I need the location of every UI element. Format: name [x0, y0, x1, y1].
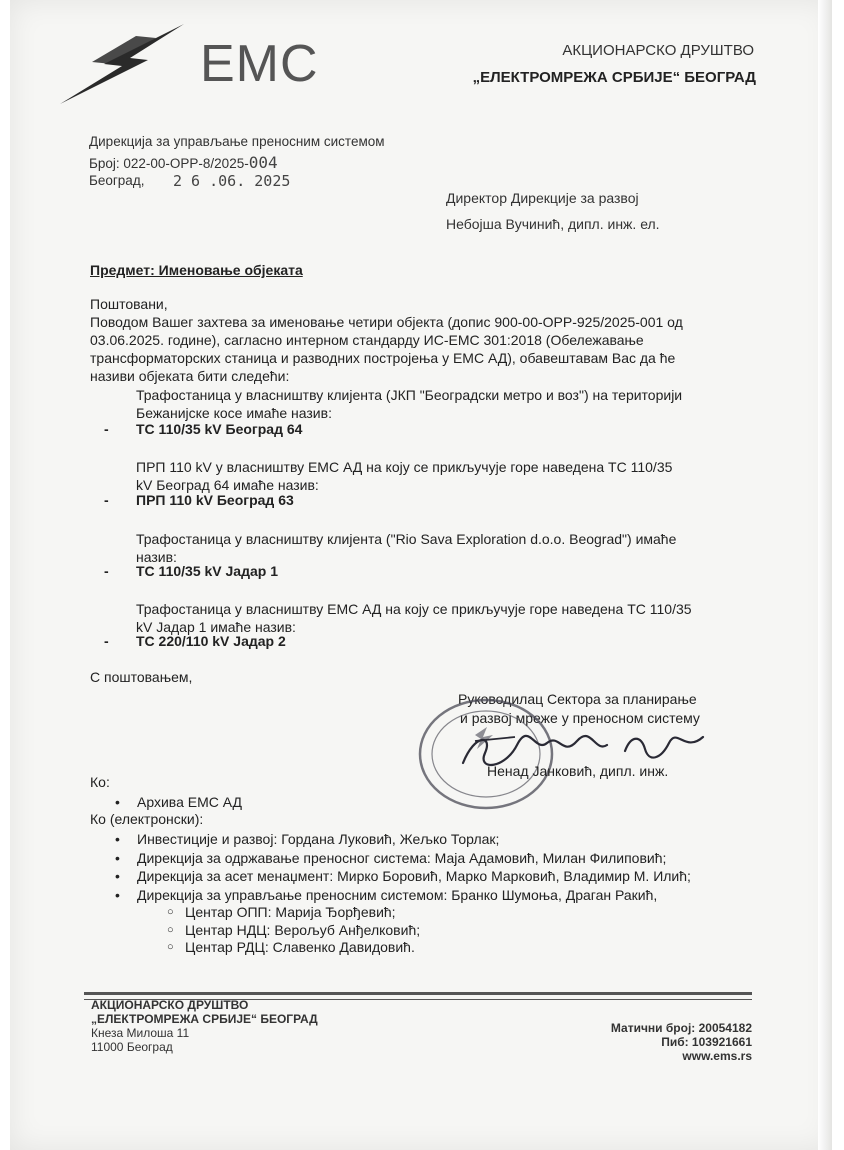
distribution-sub-item-text: Центар ОПП: Марија Ђорђевић;	[185, 904, 396, 920]
circle-bullet-icon: ○	[167, 941, 174, 953]
page-edge-shadow	[818, 0, 832, 1150]
distribution-to-list	[115, 793, 243, 811]
signatory-title-line1: Руководилац Сектора за планирање	[458, 691, 697, 707]
object-name: ТС 110/35 kV Јадар 1	[136, 563, 278, 579]
footer-reg-number: Матични број: 20054182	[610, 1021, 752, 1035]
greeting: Поштовани,	[90, 296, 168, 312]
object-item-1	[136, 386, 756, 422]
company-name-line2: „ЕЛЕКТРОМРЕЖА СРБИЈЕ“ БЕОГРАД	[472, 69, 756, 86]
distribution-item-text: Инвестиције и развој: Гордана Луковић, Жељко Торлак;	[137, 831, 500, 847]
distribution-item	[115, 867, 757, 886]
footer-rule-thick	[84, 992, 752, 995]
distribution-item	[115, 849, 757, 868]
distribution-item-text: Дирекција за асет менаџмент: Мирко Боровић, Марко Марковић, Владимир М. Илић;	[137, 868, 691, 884]
object-description: Бежанијске косе имаће назив:	[136, 405, 332, 421]
object-description: назив:	[136, 549, 177, 565]
bullet-icon: •	[115, 849, 120, 866]
bullet-icon: •	[115, 868, 120, 884]
bullet-icon: •	[115, 831, 120, 847]
object-name: ПРП 110 kV Београд 63	[136, 492, 294, 508]
circle-bullet-icon: ○	[167, 923, 174, 936]
distribution-item	[115, 793, 243, 811]
distribution-item-text: Архива ЕМС АД	[137, 794, 243, 810]
object-name: ТС 110/35 kV Београд 64	[136, 421, 303, 437]
distribution-item-text: Дирекција за одржавање преносног система: Маја Адамовић, Милан Филиповић;	[137, 849, 667, 866]
intro-line: називи објеката бити следећи:	[90, 368, 290, 384]
recipient-title: Директор Дирекције за развој	[446, 190, 639, 206]
lightning-logo-icon	[52, 18, 192, 108]
signatory-title-line2: и развој мреже у преносном систему	[460, 710, 700, 726]
object-description: Трафостаница у власништву ЕМС АД на коју се прикључује горе наведена ТС 110/35	[136, 601, 692, 617]
object-item-2	[136, 458, 756, 494]
footer-tax-id: Пиб: 103921661	[661, 1035, 752, 1049]
distribution-sub-item	[167, 904, 705, 922]
subject-line: Предмет: Именовање објеката	[90, 262, 303, 278]
object-item-3	[136, 530, 756, 566]
footer-website: www.ems.rs	[682, 1049, 752, 1063]
closing: С поштовањем,	[90, 669, 193, 685]
object-description: kV Јадар 1 имаће назив:	[136, 619, 296, 635]
document-number-handwritten: 004	[248, 153, 278, 172]
object-description: Трафостаница у власништву клијента ("Rio Sava Exploration d.o.o. Beograd") имаће	[136, 531, 677, 547]
intro-line: трансформаторских станица и разводних постројења у ЕМС АД), обавештавам Вас да ће	[90, 350, 676, 366]
distribution-electronic-list	[115, 830, 757, 904]
date-stamp: 2 6 .06. 2025	[173, 172, 291, 190]
distribution-item	[115, 830, 757, 849]
letter-body	[90, 295, 750, 385]
object-name-dash: -	[104, 633, 109, 649]
distribution-sub-item	[167, 939, 705, 957]
object-name: ТС 220/110 kV Јадар 2	[136, 633, 286, 649]
bullet-icon: •	[115, 886, 120, 903]
distribution-sub-item-text: Центар РДЦ: Славенко Давидовић.	[185, 939, 415, 955]
distribution-item-text: Дирекција за управљање преносним системом: Бранко Шумоња, Драган Ракић,	[137, 886, 658, 903]
document-number-label: Број: 022-00-ОРР-8/2025-	[89, 156, 249, 171]
distribution-sub-list	[167, 904, 705, 957]
distribution-sub-item-text: Центар НДЦ: Верољуб Анђелковић;	[185, 921, 421, 938]
object-item-4	[136, 600, 756, 636]
footer-address: Кнеза Милоша 11	[91, 1026, 190, 1040]
object-description: kV Београд 64 имаће назив:	[136, 477, 319, 493]
distribution-sub-item	[167, 921, 705, 940]
circle-bullet-icon: ○	[167, 906, 174, 918]
object-name-dash: -	[104, 421, 109, 437]
intro-line: Поводом Вашег захтева за именовање четири објекта (допис 900-00-ОРР-925/2025-001 од	[90, 314, 683, 330]
object-name-dash: -	[104, 563, 109, 579]
company-logo-text: ЕМС	[200, 35, 319, 93]
object-name-dash: -	[104, 492, 109, 508]
footer-city: 11000 Београд	[91, 1040, 173, 1054]
intro-line: 03.06.2025. године), сагласно интерном стандарду ИС-ЕМС 301:2018 (Обележавање	[90, 332, 644, 348]
bullet-icon: •	[115, 794, 120, 810]
object-description: ПРП 110 kV у власништву ЕМС АД на коју се прикључује горе наведена ТС 110/35	[136, 459, 673, 475]
department-line: Дирекција за управљање преносним системом	[89, 134, 385, 149]
footer-company-line1: АКЦИОНАРСКО ДРУШТВО	[91, 998, 249, 1012]
recipient-name: Небојша Вучинић, дипл. инж. ел.	[446, 216, 660, 232]
distribution-item	[115, 886, 757, 905]
object-description: Трафостаница у власништву клијента (ЈКП "Београдски метро и воз") на територији	[136, 387, 683, 403]
company-name-line1: АКЦИОНАРСКО ДРУШТВО	[562, 42, 754, 59]
document-number	[89, 153, 278, 172]
footer-company-line2: „ЕЛЕКТРОМРЕЖА СРБИЈЕ“ БЕОГРАД	[91, 1012, 318, 1026]
signatory-name: Ненад Јанковић, дипл. инж.	[487, 763, 669, 779]
place-label: Београд,	[89, 173, 145, 188]
distribution-electronic-label: Ко (електронски):	[90, 811, 204, 827]
distribution-to-label: Ко:	[90, 774, 110, 790]
